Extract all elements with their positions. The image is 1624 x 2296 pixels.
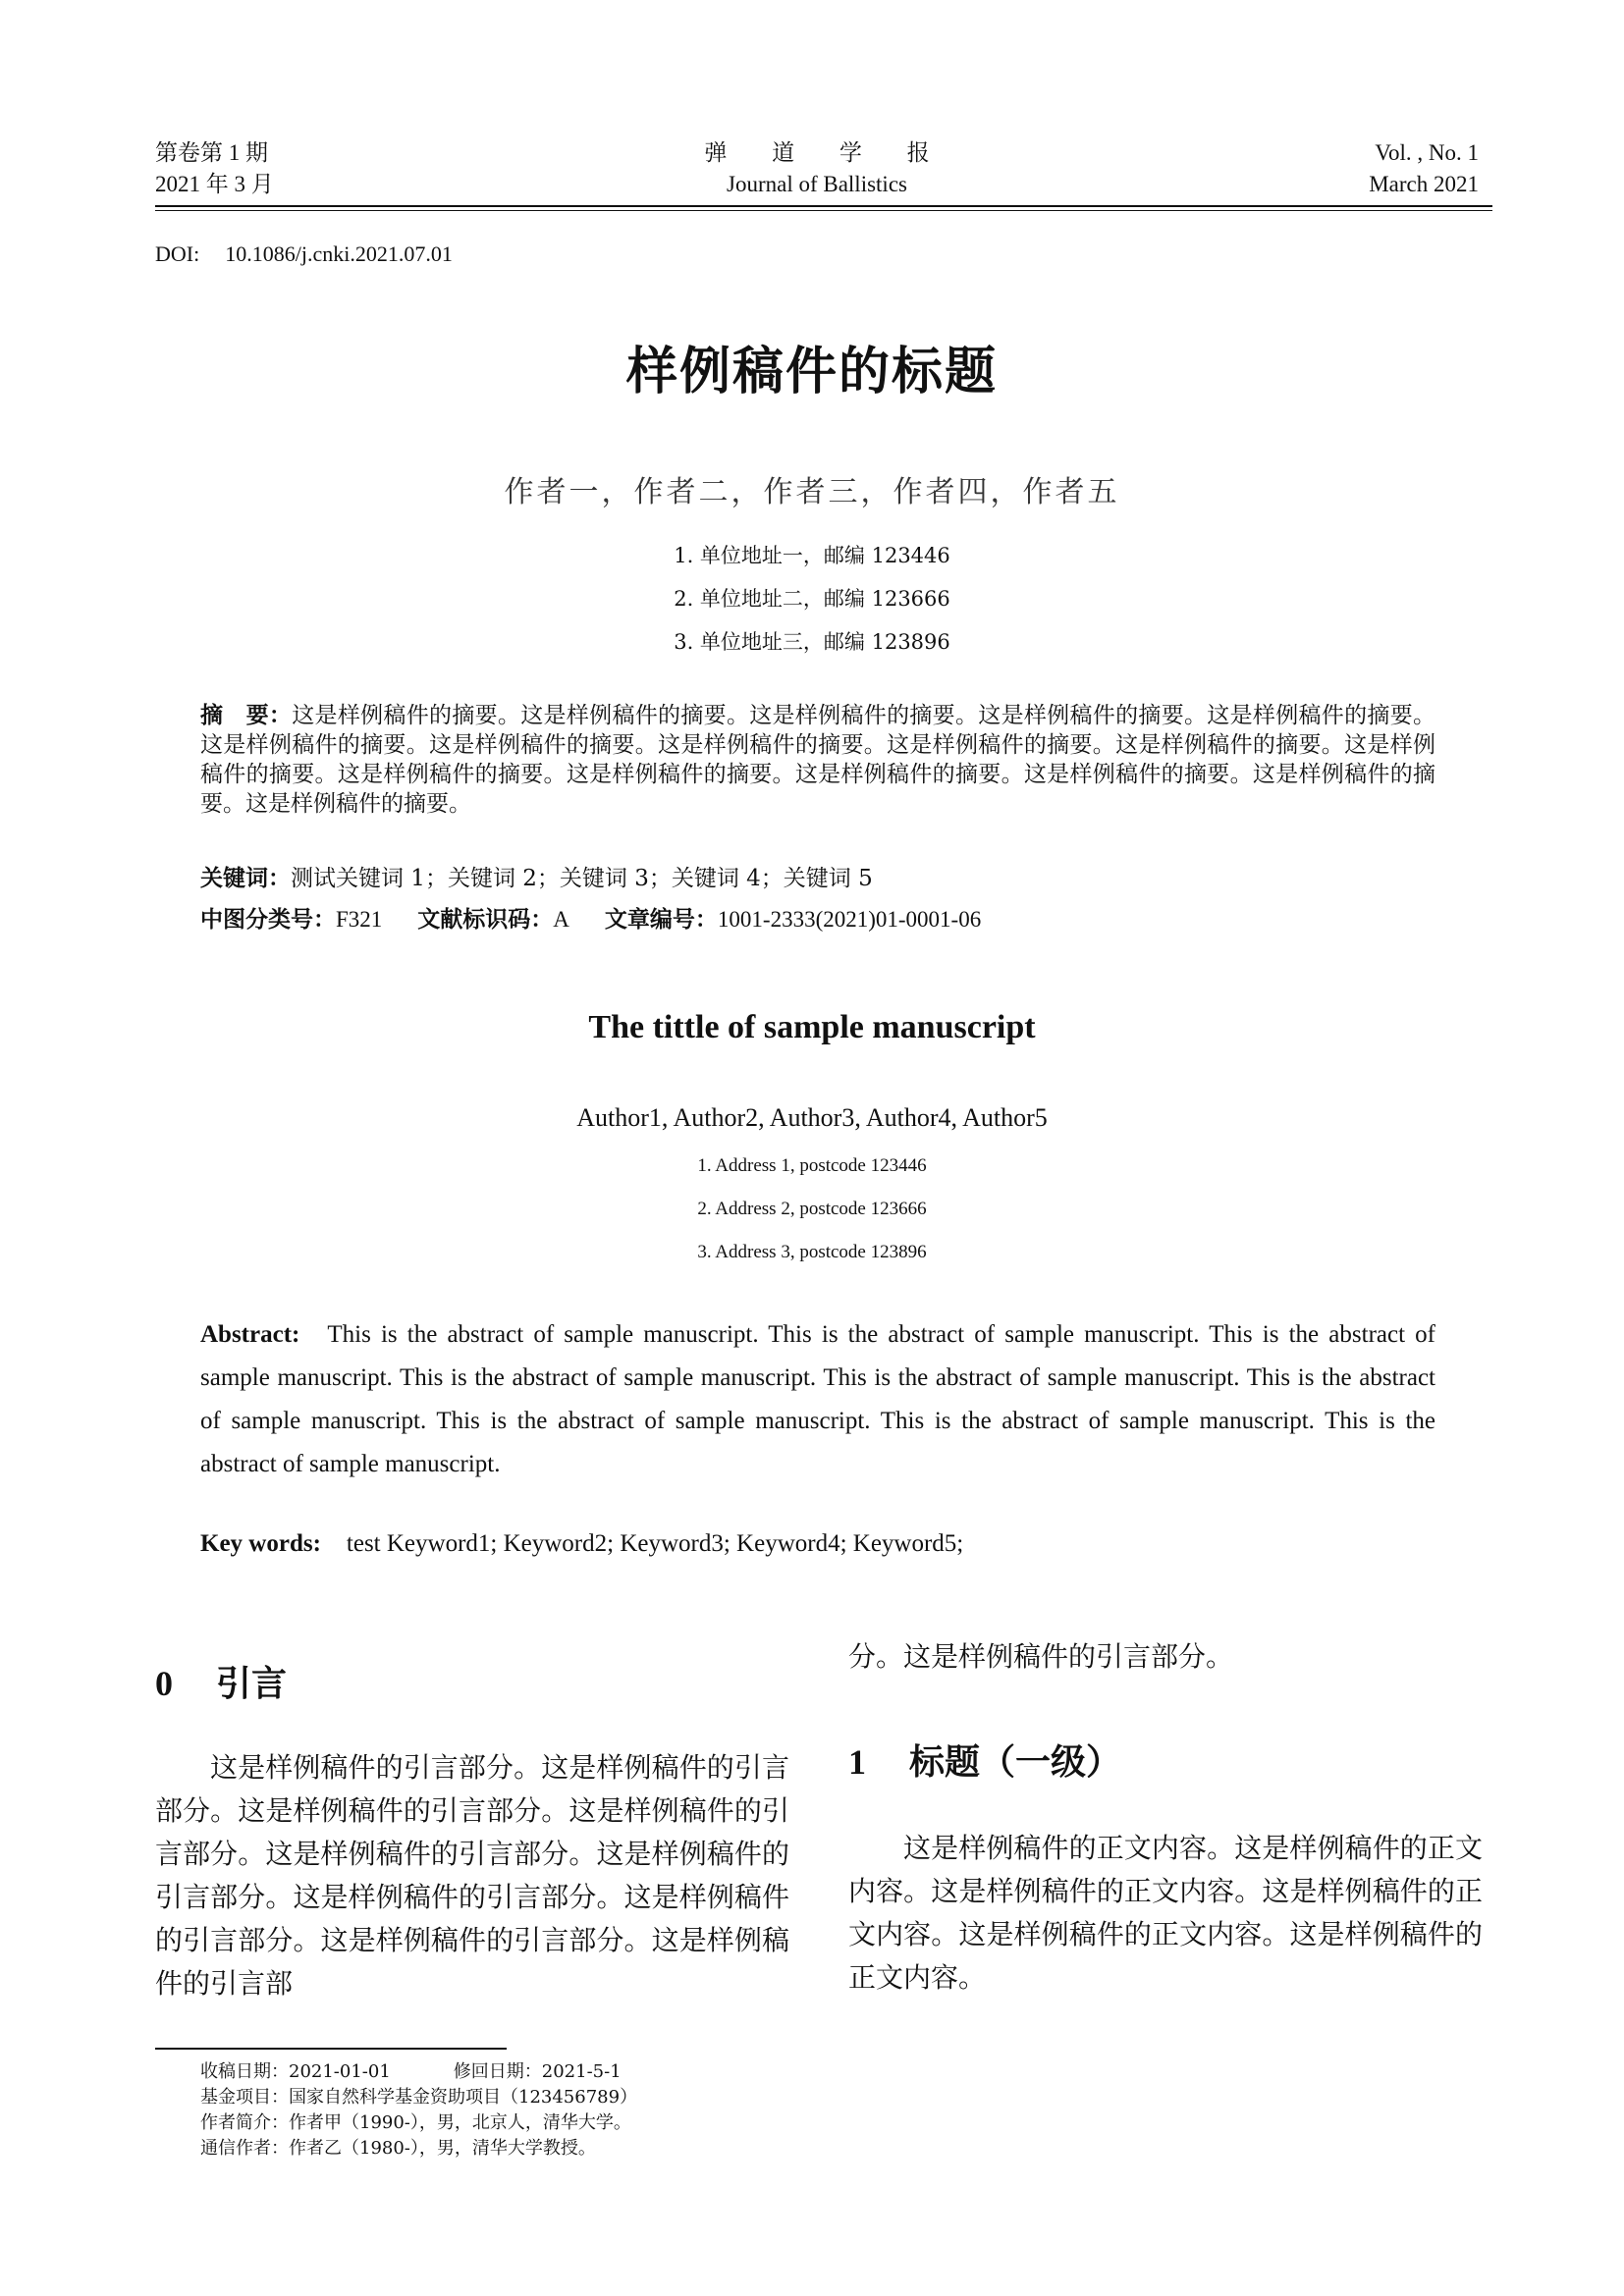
keywords-english (200, 1529, 1435, 1559)
affiliation-en-1: 1. Address 1, postcode 123446 (697, 1155, 927, 1176)
header-volume (1369, 137, 1479, 200)
keywords-chinese (200, 864, 1435, 893)
authors-english: Author1, Author2, Author3, Author4, Author5 (576, 1103, 1048, 1132)
header-volume-en: Vol. , No. 1 (1375, 140, 1479, 165)
affiliation-cn-2: 2. 单位地址二，邮编 123666 (674, 587, 950, 611)
article-number-label: 文章编号： (604, 907, 718, 933)
header-rule-thick (155, 205, 1492, 207)
affiliation-cn-3: 3. 单位地址三，邮编 123896 (674, 630, 950, 654)
clc-value: F321 (336, 907, 383, 932)
section-heading-1 (848, 1737, 1483, 1788)
title-english: The tittle of sample manuscript (588, 1009, 1036, 1045)
affiliations-chinese (0, 534, 1624, 664)
body-paragraph: 这是样例稿件的正文内容。这是样例稿件的正文内容。这是样例稿件的正文内容。这是样例稿件的正文内容。这是样例稿件的正文内容。这是样例稿件的正文内容。 (848, 1832, 1483, 1994)
body-column-left (155, 1659, 789, 2005)
doc-code-value: A (553, 907, 569, 932)
header-date-en: March 2021 (1369, 172, 1479, 196)
header-volume-cn: 第卷第 1 期 (155, 140, 268, 165)
header-journal-cn: 弹 道 学 报 (704, 140, 949, 165)
footnote-rule (155, 2048, 507, 2050)
affiliations-english (0, 1145, 1624, 1274)
header-rule-thin (155, 210, 1492, 211)
doi-value: 10.1086/j.cnki.2021.07.01 (225, 241, 453, 266)
abstract-english (200, 1313, 1435, 1486)
affiliation-cn-1: 1. 单位地址一，邮编 123446 (674, 544, 950, 567)
keywords-en-text: test Keyword1; Keyword2; Keyword3; Keyword4; Keyword5; (346, 1530, 964, 1557)
section-heading-introduction (155, 1659, 789, 1709)
abstract-en-label: Abstract: (200, 1321, 300, 1348)
body-column-right (848, 1635, 1483, 2000)
abstract-en-text: This is the abstract of sample manuscript. This is the abstract of sample manuscript. This is the abstract of sample manuscript. This is the abstract of sample manuscript. This is the abstract of sample manuscript. This is the abstract of sample manuscript. This is the abstract of sample manuscript. This is the abstract of sample manuscript. This is the abstract of sample manuscript. (200, 1321, 1435, 1477)
affiliation-en-3: 3. Address 3, postcode 123896 (697, 1242, 927, 1262)
header-journal-en: Journal of Ballistics (727, 172, 907, 196)
revised-date: 修回日期：2021-5-1 (453, 2061, 622, 2082)
keywords-cn-text: 测试关键词 1；关键词 2；关键词 3；关键词 4；关键词 5 (291, 866, 873, 891)
section-number: 1 (848, 1742, 866, 1782)
doc-code-label: 文献标识码： (417, 907, 554, 933)
keywords-cn-label: 关键词： (200, 866, 291, 891)
header-date-cn: 2021 年 3 月 (155, 172, 274, 196)
abstract-chinese (200, 701, 1435, 819)
doi-label: DOI: (155, 241, 200, 266)
section-title: 标题（一级） (909, 1742, 1122, 1783)
title-chinese: 样例稿件的标题 (625, 343, 998, 401)
footnote-author-bio: 作者简介：作者甲（1990-），男，北京人，清华大学。 (200, 2112, 631, 2133)
running-header (155, 137, 1479, 202)
section-number: 0 (155, 1664, 173, 1703)
footnote-fund: 基金项目：国家自然科学基金资助项目（123456789） (200, 2087, 638, 2108)
abstract-cn-label: 摘 要： (200, 703, 293, 728)
section-title: 引言 (216, 1664, 288, 1704)
doi-line (155, 241, 453, 267)
footnote-dates (200, 2059, 986, 2085)
abstract-cn-text: 这是样例稿件的摘要。这是样例稿件的摘要。这是样例稿件的摘要。这是样例稿件的摘要。这是样例稿件的摘要。这是样例稿件的摘要。这是样例稿件的摘要。这是样例稿件的摘要。这是样例稿件的摘要。这是样例稿件的摘要。这是样例稿件的摘要。这是样例稿件的摘要。这是样例稿件的摘要。这是样例稿件的摘要。这是样例稿件的摘要。这是样例稿件的摘要。这是样例稿件的摘要。 (200, 703, 1436, 817)
introduction-continuation: 分。这是样例稿件的引言部分。 (848, 1640, 1234, 1673)
footnote-corresponding-author: 通信作者：作者乙（1980-），男，清华大学教授。 (200, 2138, 596, 2159)
affiliation-en-2: 2. Address 2, postcode 123666 (697, 1199, 927, 1219)
article-number-value: 1001-2333(2021)01-0001-06 (717, 907, 982, 932)
keywords-en-label: Key words: (200, 1530, 321, 1557)
clc-label: 中图分类号： (200, 907, 336, 933)
received-date: 收稿日期：2021-01-01 (200, 2061, 391, 2082)
header-journal (155, 137, 1479, 200)
authors-chinese: 作者一，作者二，作者三，作者四，作者五 (504, 475, 1120, 509)
introduction-paragraph: 这是样例稿件的引言部分。这是样例稿件的引言部分。这是样例稿件的引言部分。这是样例稿件的引言部分。这是样例稿件的引言部分。这是样例稿件的引言部分。这是样例稿件的引言部分。这是样例稿件的引言部分。这是样例稿件的引言部分。这是样例稿件的引言部 (155, 1751, 789, 2000)
classification-line (200, 905, 1435, 934)
footnotes (200, 2059, 986, 2162)
